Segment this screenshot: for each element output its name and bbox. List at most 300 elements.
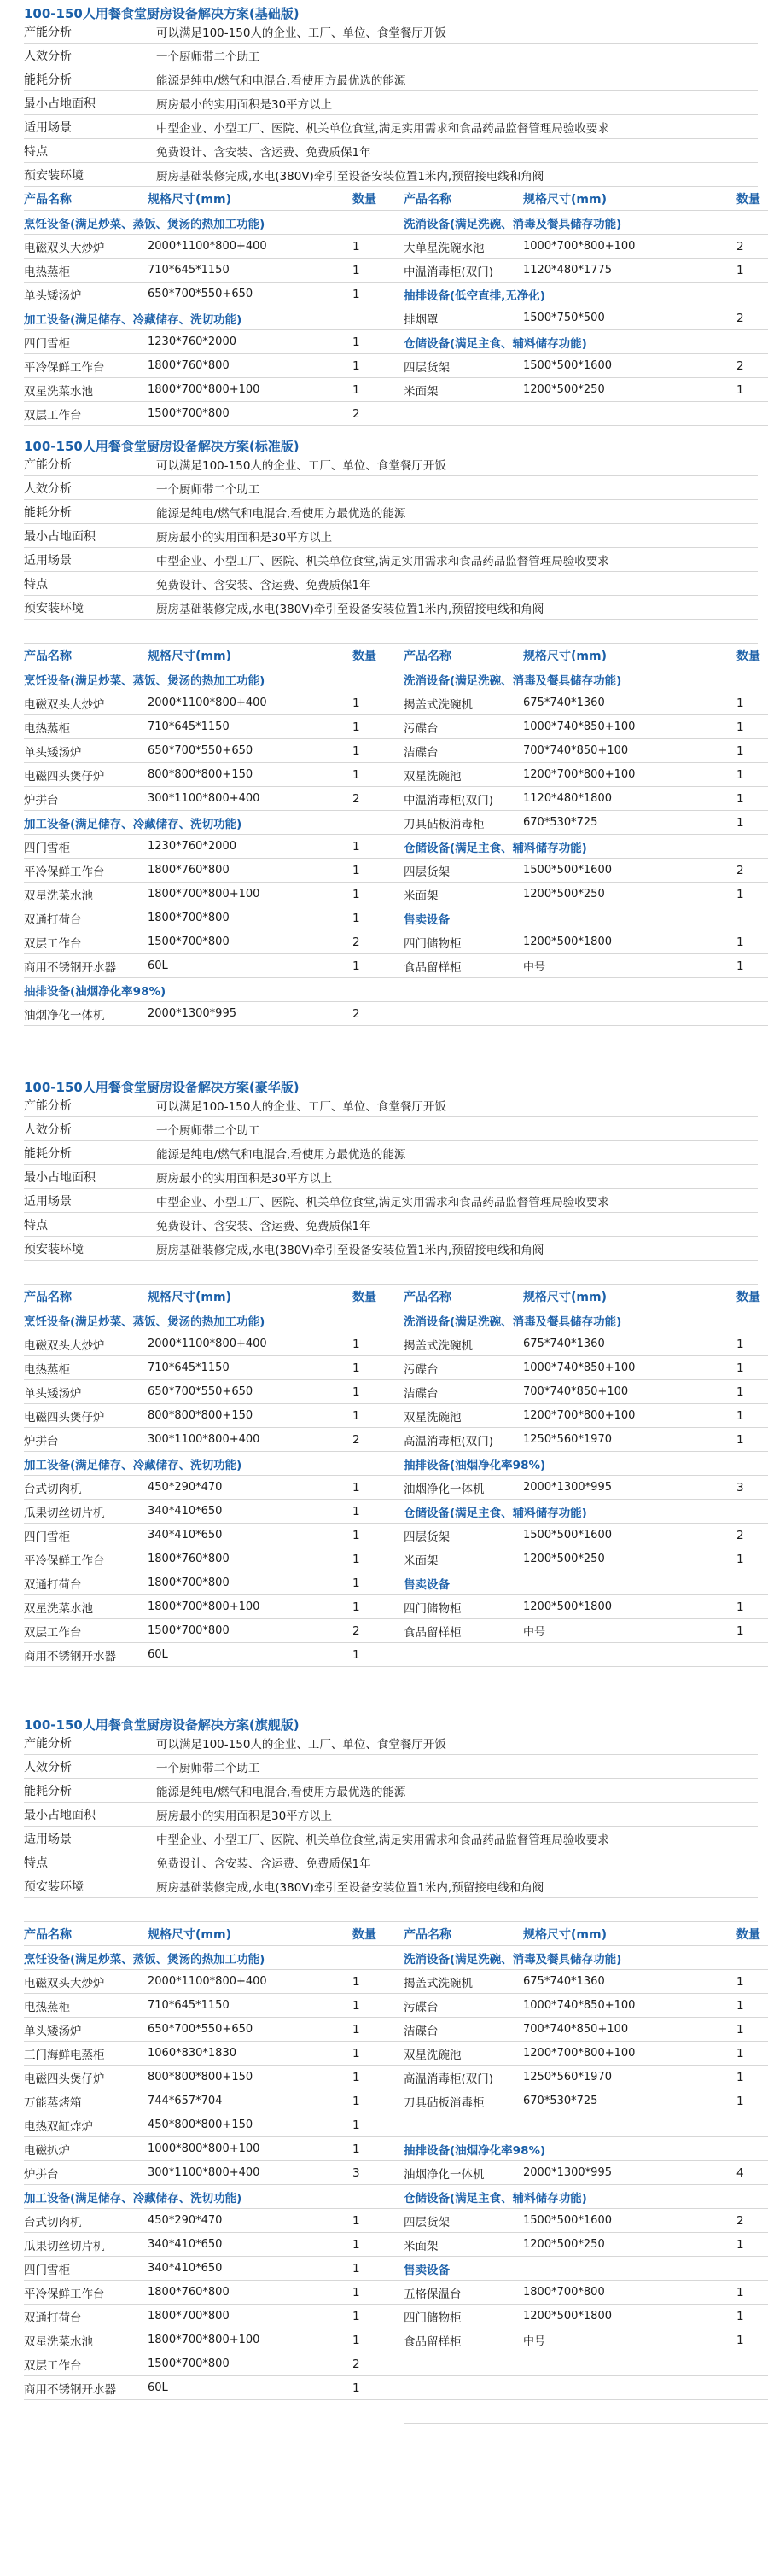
header-spec: 规格尺寸(mm)	[148, 192, 231, 207]
product-spec: 670*530*725	[523, 816, 598, 829]
product-spec: 中号	[523, 961, 546, 974]
header-name: 产品名称	[404, 1290, 451, 1304]
info-row	[24, 1093, 758, 1117]
table-row	[24, 1476, 404, 1500]
product-name: 四门雪柜	[24, 841, 70, 855]
product-spec: 1200*500*1800	[523, 1600, 612, 1613]
empty-row	[404, 2400, 768, 2424]
product-qty: 1	[352, 720, 360, 734]
product-qty: 2	[352, 1623, 360, 1638]
product-name: 油烟净化一体机	[404, 2167, 485, 2182]
table-row	[24, 1380, 404, 1404]
table-row	[24, 1428, 404, 1452]
info-key: 最小占地面积	[24, 1170, 96, 1185]
info-row	[24, 1117, 758, 1141]
table-row	[24, 1970, 404, 1994]
table-row	[404, 235, 768, 259]
info-row	[24, 67, 758, 91]
product-qty: 1	[352, 1408, 360, 1423]
equipment-column-right	[404, 1922, 768, 2424]
table-row	[404, 1970, 768, 1994]
table-row	[24, 283, 404, 306]
product-name: 刀具砧板消毒柜	[404, 2095, 485, 2110]
product-spec: 300*1100*800+400	[148, 2166, 260, 2179]
solution-section	[0, 433, 768, 1026]
product-spec: 1120*480*1775	[523, 264, 612, 277]
info-key: 人效分析	[24, 1122, 72, 1137]
product-qty: 1	[352, 1647, 360, 1662]
info-key: 人效分析	[24, 1760, 72, 1775]
section-title: 100-150人用餐食堂厨房设备解决方案(豪华版)	[24, 1080, 300, 1095]
product-qty: 1	[352, 2094, 360, 2108]
table-row	[404, 354, 768, 378]
info-value: 可以满足100-150人的企业、工厂、单位、食堂餐厅开饭	[156, 26, 446, 40]
category-label: 加工设备(满足储存、冷藏储存、洗切功能)	[24, 312, 242, 327]
info-value: 可以满足100-150人的企业、工厂、单位、食堂餐厅开饭	[156, 1737, 446, 1751]
info-row	[24, 1874, 758, 1898]
header-name: 产品名称	[24, 649, 72, 663]
product-spec: 60L	[148, 959, 168, 972]
product-name: 四门储物柜	[404, 2311, 462, 2325]
section-title: 100-150人用餐食堂厨房设备解决方案(基础版)	[24, 6, 300, 21]
table-row	[404, 2281, 768, 2305]
table-row	[24, 1571, 404, 1595]
category-label: 仓储设备(满足主食、辅料储存功能)	[404, 336, 587, 351]
equipment-tables	[0, 187, 768, 426]
product-qty: 2	[736, 311, 744, 325]
info-key: 适用场景	[24, 120, 72, 135]
product-spec: 1200*500*250	[523, 2238, 605, 2251]
product-name: 中温消毒柜(双门)	[404, 265, 494, 279]
product-name: 揭盖式洗碗机	[404, 1976, 473, 1990]
table-row	[404, 1595, 768, 1619]
product-spec: 650*700*550+650	[148, 744, 253, 757]
info-key: 产能分析	[24, 458, 72, 472]
category-row	[24, 811, 404, 835]
product-name: 米面架	[404, 889, 439, 903]
product-name: 洁碟台	[404, 2024, 439, 2038]
empty-row	[404, 1002, 768, 1026]
table-row	[404, 859, 768, 883]
product-spec: 中号	[523, 2335, 546, 2348]
category-row	[404, 330, 768, 354]
product-name: 双通打荷台	[24, 2311, 82, 2325]
info-key: 特点	[24, 1218, 48, 1233]
category-label: 烹饪设备(满足炒菜、蒸饭、煲汤的热加工功能)	[24, 1314, 265, 1329]
product-qty: 1	[352, 1576, 360, 1590]
section-gap	[0, 426, 768, 433]
product-spec: 340*410*650	[148, 1529, 223, 1542]
table-row	[24, 2042, 404, 2066]
product-spec: 2000*1100*800+400	[148, 696, 267, 709]
product-qty: 4	[736, 2165, 744, 2180]
table-row	[404, 883, 768, 906]
category-label: 洗消设备(满足洗碗、消毒及餐具储存功能)	[404, 1952, 622, 1967]
table-header	[404, 1285, 768, 1308]
product-spec: 675*740*1360	[523, 1975, 605, 1988]
product-spec: 2000*1300*995	[523, 1481, 612, 1494]
product-spec: 2000*1100*800+400	[148, 240, 267, 253]
section-title: 100-150人用餐食堂厨房设备解决方案(旗舰版)	[24, 1717, 300, 1733]
product-qty: 1	[352, 839, 360, 854]
product-qty: 1	[352, 1600, 360, 1614]
info-row	[24, 500, 758, 524]
product-spec: 1200*500*250	[523, 1553, 605, 1565]
table-row	[24, 2066, 404, 2089]
info-row	[24, 163, 758, 187]
info-row	[24, 596, 758, 620]
table-row	[404, 930, 768, 954]
product-qty: 1	[352, 2213, 360, 2228]
category-label: 烹饪设备(满足炒菜、蒸饭、煲汤的热加工功能)	[24, 1952, 265, 1967]
product-spec: 1800*700*800	[523, 2286, 605, 2299]
product-spec: 675*740*1360	[523, 696, 605, 709]
product-qty: 2	[352, 2357, 360, 2371]
header-spec: 规格尺寸(mm)	[523, 649, 607, 663]
product-qty: 1	[352, 2237, 360, 2252]
product-name: 双星洗碗池	[404, 1410, 462, 1425]
table-row	[24, 691, 404, 715]
table-row	[404, 2233, 768, 2257]
category-label: 仓储设备(满足主食、辅料储存功能)	[404, 841, 587, 855]
info-row	[24, 1755, 758, 1779]
product-name: 电热蒸柜	[24, 265, 70, 279]
product-name: 高温消毒柜(双门)	[404, 2072, 494, 2086]
product-name: 双星洗菜水池	[24, 1601, 93, 1616]
product-spec: 1250*560*1970	[523, 1433, 612, 1446]
table-row	[24, 2018, 404, 2042]
product-qty: 1	[736, 696, 744, 710]
table-row	[404, 763, 768, 787]
info-key: 人效分析	[24, 49, 72, 63]
product-qty: 1	[736, 2285, 744, 2299]
category-row	[404, 835, 768, 859]
table-row	[24, 378, 404, 402]
category-row	[404, 2137, 768, 2161]
table-row	[24, 1619, 404, 1643]
category-row	[404, 1308, 768, 1332]
product-spec: 1000*740*850+100	[523, 1361, 636, 1374]
equipment-column-left	[24, 1285, 404, 1667]
product-spec: 1000*800*800+100	[148, 2142, 260, 2155]
category-row	[24, 667, 404, 691]
table-header	[24, 644, 404, 667]
info-value: 免费设计、含安装、含运费、免费质保1年	[156, 1219, 371, 1233]
product-spec: 450*800*800+150	[148, 2118, 253, 2131]
product-name: 五格保温台	[404, 2287, 462, 2301]
product-name: 电热蒸柜	[24, 1362, 70, 1377]
header-name: 产品名称	[404, 192, 451, 207]
spacer-row	[24, 1261, 758, 1285]
header-spec: 规格尺寸(mm)	[523, 192, 607, 207]
product-spec: 1500*750*500	[523, 312, 605, 324]
info-key: 产能分析	[24, 25, 72, 39]
info-value: 一个厨师带二个助工	[156, 50, 260, 64]
category-label: 加工设备(满足储存、冷藏储存、洗切功能)	[24, 817, 242, 831]
equipment-tables	[0, 644, 768, 1026]
info-key: 最小占地面积	[24, 529, 96, 544]
product-name: 四层货架	[404, 360, 450, 375]
product-name: 四门储物柜	[404, 936, 462, 951]
product-spec: 1230*760*2000	[148, 335, 236, 348]
product-qty: 1	[352, 382, 360, 397]
category-row	[404, 2257, 768, 2281]
product-qty: 1	[352, 767, 360, 782]
equipment-column-right	[404, 187, 768, 426]
product-qty: 1	[352, 863, 360, 877]
product-name: 双星洗菜水池	[24, 384, 93, 399]
product-spec: 1000*740*850+100	[523, 1999, 636, 2012]
product-spec: 300*1100*800+400	[148, 792, 260, 805]
product-qty: 2	[736, 239, 744, 254]
info-key: 产能分析	[24, 1736, 72, 1751]
info-row	[24, 524, 758, 548]
product-name: 电磁双头大炒炉	[24, 1338, 105, 1353]
table-row	[404, 1619, 768, 1643]
category-label: 洗消设备(满足洗碗、消毒及餐具储存功能)	[404, 1314, 622, 1329]
table-row	[404, 306, 768, 330]
product-spec: 中号	[523, 1626, 546, 1639]
product-spec: 1200*700*800+100	[523, 768, 636, 781]
info-key: 特点	[24, 144, 48, 159]
table-row	[24, 2137, 404, 2161]
product-name: 炉拼台	[24, 2167, 59, 2182]
header-name: 产品名称	[24, 1290, 72, 1304]
product-spec: 1800*760*800	[148, 864, 230, 877]
header-spec: 规格尺寸(mm)	[523, 1290, 607, 1304]
product-spec: 700*740*850+100	[523, 2023, 629, 2036]
product-spec: 2000*1300*995	[148, 1007, 236, 1020]
product-name: 炉拼台	[24, 1434, 59, 1448]
product-qty: 1	[352, 287, 360, 301]
product-name: 高温消毒柜(双门)	[404, 1434, 494, 1448]
product-spec: 800*800*800+150	[148, 2071, 253, 2084]
product-qty: 1	[352, 2070, 360, 2084]
info-value: 可以满足100-150人的企业、工厂、单位、食堂餐厅开饭	[156, 1099, 446, 1114]
category-label: 加工设备(满足储存、冷藏储存、洗切功能)	[24, 1458, 242, 1472]
product-spec: 650*700*550+650	[148, 1385, 253, 1398]
product-spec: 800*800*800+150	[148, 1409, 253, 1422]
product-name: 炉拼台	[24, 793, 59, 807]
empty-row	[404, 402, 768, 426]
category-row	[404, 667, 768, 691]
product-spec: 2000*1100*800+400	[148, 1975, 267, 1988]
table-row	[24, 1356, 404, 1380]
table-row	[24, 883, 404, 906]
category-row	[404, 1571, 768, 1595]
product-spec: 1500*700*800	[148, 935, 230, 948]
category-row	[24, 978, 404, 1002]
product-qty: 1	[736, 1361, 744, 1375]
product-name: 米面架	[404, 1553, 439, 1568]
product-qty: 1	[736, 1384, 744, 1399]
info-row	[24, 1189, 758, 1213]
product-qty: 1	[736, 1337, 744, 1351]
product-qty: 1	[352, 1384, 360, 1399]
header-spec: 规格尺寸(mm)	[148, 1927, 231, 1942]
table-row	[404, 691, 768, 715]
product-name: 双层工作台	[24, 408, 82, 423]
product-name: 双层工作台	[24, 1625, 82, 1640]
category-row	[404, 2185, 768, 2209]
table-row	[24, 1002, 404, 1026]
product-spec: 340*410*650	[148, 2238, 223, 2251]
product-qty: 1	[352, 1552, 360, 1566]
product-qty: 1	[352, 696, 360, 710]
table-header	[24, 1922, 404, 1946]
product-qty: 1	[736, 2046, 744, 2060]
product-name: 瓜果切丝切片机	[24, 1506, 105, 1520]
empty-row	[404, 2113, 768, 2137]
product-name: 平冷保鲜工作台	[24, 360, 105, 375]
product-spec: 1230*760*2000	[148, 840, 236, 853]
product-name: 商用不锈钢开水器	[24, 960, 116, 975]
product-name: 台式切肉机	[24, 2215, 82, 2229]
product-qty: 1	[736, 1974, 744, 1989]
table-row	[24, 1524, 404, 1547]
table-row	[24, 1332, 404, 1356]
table-row	[404, 2209, 768, 2233]
product-name: 揭盖式洗碗机	[404, 1338, 473, 1353]
table-row	[404, 1356, 768, 1380]
product-spec: 670*530*725	[523, 2095, 598, 2107]
header-qty: 数量	[352, 649, 376, 663]
product-spec: 1200*500*250	[523, 383, 605, 396]
table-row	[24, 715, 404, 739]
info-key: 能耗分析	[24, 1146, 72, 1161]
table-row	[24, 859, 404, 883]
equipment-column-right	[404, 644, 768, 1026]
product-spec: 1500*500*1600	[523, 1529, 612, 1542]
product-spec: 1200*700*800+100	[523, 2047, 636, 2060]
product-qty: 2	[736, 358, 744, 373]
product-spec: 1800*700*800+100	[148, 1600, 260, 1613]
category-row	[404, 1500, 768, 1524]
equipment-tables	[0, 1922, 768, 2424]
product-spec: 1120*480*1800	[523, 792, 612, 805]
table-row	[24, 2089, 404, 2113]
category-label: 抽排设备(油烟净化率98%)	[404, 2143, 546, 2158]
table-row	[24, 954, 404, 978]
info-value: 能源是纯电/燃气和电混合,看使用方最优选的能源	[156, 73, 406, 88]
product-spec: 1800*700*800+100	[148, 383, 260, 396]
product-qty: 2	[352, 791, 360, 806]
info-row	[24, 1731, 758, 1755]
product-qty: 1	[352, 2142, 360, 2156]
info-value: 中型企业、小型工厂、医院、机关单位食堂,满足实用需求和食品药品监督管理局验收要求	[156, 554, 609, 568]
info-row	[24, 1141, 758, 1165]
table-row	[404, 954, 768, 978]
product-qty: 1	[352, 239, 360, 254]
category-row	[24, 306, 404, 330]
product-name: 洁碟台	[404, 745, 439, 760]
info-key: 适用场景	[24, 1194, 72, 1209]
product-qty: 1	[736, 767, 744, 782]
product-name: 食品留样柜	[404, 960, 462, 975]
product-name: 四门雪柜	[24, 1530, 70, 1544]
product-spec: 1800*700*800	[148, 1576, 230, 1589]
category-label: 烹饪设备(满足炒菜、蒸饭、煲汤的热加工功能)	[24, 217, 265, 231]
info-row	[24, 1850, 758, 1874]
product-name: 电磁扒炉	[24, 2143, 70, 2158]
info-row	[24, 1827, 758, 1850]
product-spec: 800*800*800+150	[148, 768, 253, 781]
product-qty: 1	[352, 911, 360, 925]
product-name: 单头矮汤炉	[24, 1386, 82, 1401]
header-spec: 规格尺寸(mm)	[148, 1290, 231, 1304]
product-spec: 1800*700*800+100	[148, 2334, 260, 2346]
product-name: 食品留样柜	[404, 2334, 462, 2349]
header-qty: 数量	[736, 1927, 760, 1942]
category-row	[24, 2185, 404, 2209]
product-spec: 1800*760*800	[148, 359, 230, 372]
info-value: 厨房基础装修完成,水电(380V)牵引至设备安装位置1米内,预留接电线和角阀	[156, 169, 544, 184]
product-qty: 1	[352, 1337, 360, 1351]
table-header	[404, 1922, 768, 1946]
header-qty: 数量	[352, 1290, 376, 1304]
category-row	[24, 211, 404, 235]
table-row	[404, 2305, 768, 2328]
table-row	[404, 2066, 768, 2089]
product-name: 四门雪柜	[24, 2263, 70, 2277]
product-spec: 300*1100*800+400	[148, 1433, 260, 1446]
table-row	[404, 1428, 768, 1452]
table-row	[24, 2328, 404, 2352]
product-qty: 1	[352, 887, 360, 901]
equipment-column-right	[404, 1285, 768, 1667]
product-spec: 1500*500*1600	[523, 864, 612, 877]
product-name: 商用不锈钢开水器	[24, 1649, 116, 1664]
section-gap	[0, 1026, 768, 1074]
product-name: 电热蒸柜	[24, 2000, 70, 2014]
info-key: 特点	[24, 1856, 48, 1870]
info-key: 能耗分析	[24, 1784, 72, 1798]
product-qty: 3	[736, 1480, 744, 1495]
category-label: 抽排设备(油烟净化率98%)	[24, 984, 166, 999]
product-name: 电热双缸炸炉	[24, 2119, 93, 2134]
product-spec: 1800*760*800	[148, 1553, 230, 1565]
product-qty: 1	[736, 743, 744, 758]
header-spec: 规格尺寸(mm)	[148, 649, 231, 663]
product-name: 四层货架	[404, 2215, 450, 2229]
empty-row	[404, 978, 768, 1002]
info-value: 免费设计、含安装、含运费、免费质保1年	[156, 145, 371, 160]
product-name: 双星洗菜水池	[24, 889, 93, 903]
category-row	[24, 1452, 404, 1476]
info-key: 能耗分析	[24, 73, 72, 87]
product-spec: 1200*500*1800	[523, 2310, 612, 2322]
product-name: 大单星洗碗水池	[404, 241, 485, 255]
table-row	[24, 2161, 404, 2185]
product-name: 四门雪柜	[24, 336, 70, 351]
product-name: 双星洗碗池	[404, 769, 462, 784]
table-row	[24, 2257, 404, 2281]
product-spec: 700*740*850+100	[523, 744, 629, 757]
solution-section	[0, 1074, 768, 1667]
table-row	[24, 259, 404, 283]
product-spec: 2000*1300*995	[523, 2166, 612, 2179]
info-row	[24, 139, 758, 163]
product-qty: 1	[736, 2094, 744, 2108]
product-qty: 1	[352, 358, 360, 373]
info-row	[24, 1213, 758, 1237]
info-key: 适用场景	[24, 553, 72, 568]
category-label: 洗消设备(满足洗碗、消毒及餐具储存功能)	[404, 217, 622, 231]
category-label: 仓储设备(满足主食、辅料储存功能)	[404, 2191, 587, 2206]
table-row	[404, 811, 768, 835]
table-header	[404, 187, 768, 211]
table-row	[404, 1547, 768, 1571]
